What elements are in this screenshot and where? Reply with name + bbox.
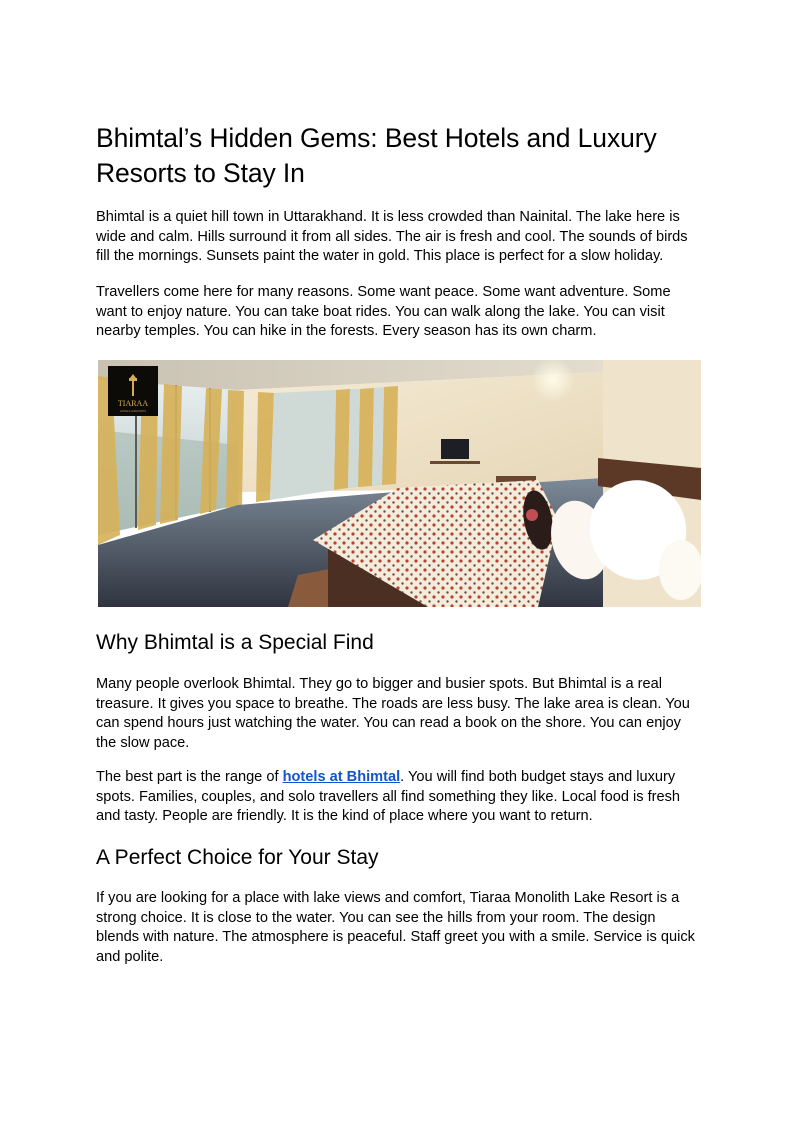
hotel-room-photo [98, 360, 701, 607]
hotel-logo-text: TIARAA [117, 399, 149, 408]
hotel-logo-subtext: HOTELS & RESORTS [119, 410, 147, 413]
paragraph-text: The best part is the range of [96, 769, 283, 785]
section1-paragraph-2 [96, 768, 701, 827]
section-heading-perfect-choice: A Perfect Choice for Your Stay [96, 846, 379, 869]
section2-paragraph-1: If you are looking for a place with lake views and comfort, Tiaraa Monolith Lake Resort is a strong choice. It is close to the water. You can see the hills from your room. The design blends with nature. The atmosphere is peaceful. Staff greet you with a smile. Service is quick and polite. [96, 890, 695, 965]
section-heading-why-bhimtal: Why Bhimtal is a Special Find [96, 631, 374, 654]
intro-paragraph-1: Bhimtal is a quiet hill town in Uttarakhand. It is less crowded than Nainital. The lake here is wide and calm. Hills surround it from all sides. The air is fresh and cool. The sounds of birds fill the mornings. Sunsets paint the water in gold. This place is perfect for a slow holiday. [96, 209, 688, 264]
section1-paragraph-1: Many people overlook Bhimtal. They go to bigger and busier spots. But Bhimtal is a real treasure. It gives you space to breathe. The roads are less busy. The lake area is clean. You can spend hours just watching the water. You can read a book on the shore. You can enjoy the slow pace. [96, 676, 690, 751]
hotels-at-bhimtal-link[interactable]: hotels at Bhimtal [282, 769, 401, 785]
paragraph-text: . You will find both budget stays and luxury spots. Families, couples, and solo travellers all find something they like. Local food is fresh and tasty. People are friendly. It is the kind of place where you want to return. [96, 769, 681, 824]
article-title: Bhimtal’s Hidden Gems: Best Hotels and Luxury Resorts to Stay In [96, 123, 657, 188]
intro-paragraph-2: Travellers come here for many reasons. Some want peace. Some want adventure. Some want to enjoy nature. You can take boat rides. You can walk along the lake. You can visit nearby temples. You can hike in the forests. Every season has its own charm. [96, 284, 671, 339]
